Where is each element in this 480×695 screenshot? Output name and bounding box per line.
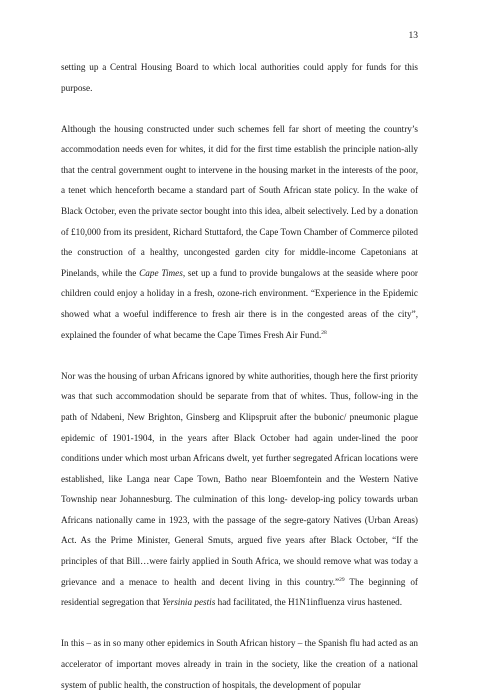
text-segment: In this – as in so many other epidemics in South African history – the Spanish flu had acted as an accelerator of important moves already in train in the society, like the creation of a national system of public health, the construction of hospitals, the development of popular [61,638,418,690]
footnote-reference: 28 [321,329,327,336]
paragraph [61,57,418,98]
paragraph [61,119,418,346]
text-segment: Nor was the housing of urban Africans ignored by white authorities, though here the first priority was that such accommodation should be separate from that of whites. Thus, follow-ing in the path of Ndabeni, New Brighton, Ginsberg and Klipspruit after the bubonic/ pneumonic plague epidemic of 1901-1904, in the years after Black October had again under-lined the poor conditions under which most urban Africans dwelt, yet further segregated African locations were established, like Langa near Cape Town, Batho near Bloemfontein and the Western Native Township near Johannesburg. The culmination of this long- develop-ing policy towards urban Africans nationally came in 1923, with the passage of the segre-gatory Natives (Urban Areas) Act. As the Prime Minister, General Smuts, argued five years after Black October, “If the principles of that Bill…were fairly applied in South Africa, we should remove what was today a grievance and a menace to health and decent living in this country.” [61,370,418,587]
paragraph [61,366,418,613]
text-segment: had facilitated, the H1N1influenza virus hastened. [215,597,403,608]
paragraph [61,633,418,695]
text-segment: setting up a Central Housing Board to which local authorities could apply for funds for this purpose. [61,62,418,93]
italic-text: Cape Times [139,267,183,278]
page-number: 13 [408,31,418,41]
body-text [61,57,418,695]
text-segment: Although the housing constructed under such schemes fell far short of meeting the country’s accommodation needs even for whites, it did for the first time establish the principle nation-ally that the central government ought to intervene in the housing market in the interests of the poor, a tenet which henceforth became a standard part of South African state policy. In the wake of Black October, even the private sector bought into this idea, albeit selectively. Led by a donation of £10,000 from its president, Richard Stuttaford, the Cape Town Chamber of Commerce piloted the construction of a healthy, uncongested garden city for middle-income Capetonians at Pinelands, while the [61,123,418,278]
text-segment: , set up a fund to provide bungalows at the seaside where poor children could enjoy a holiday in a fresh, ozone-rich environment. “Experience in the Epidemic showed what a woeful indifference to fresh air there is in the congested areas of the city”, explained the founder of what became the Cape Times Fresh Air Fund. [61,267,418,340]
text-segment: The beginning of residential segregation that [61,576,418,608]
footnote-reference: 29 [339,576,345,583]
italic-text: Yersinia pestis [162,597,216,608]
